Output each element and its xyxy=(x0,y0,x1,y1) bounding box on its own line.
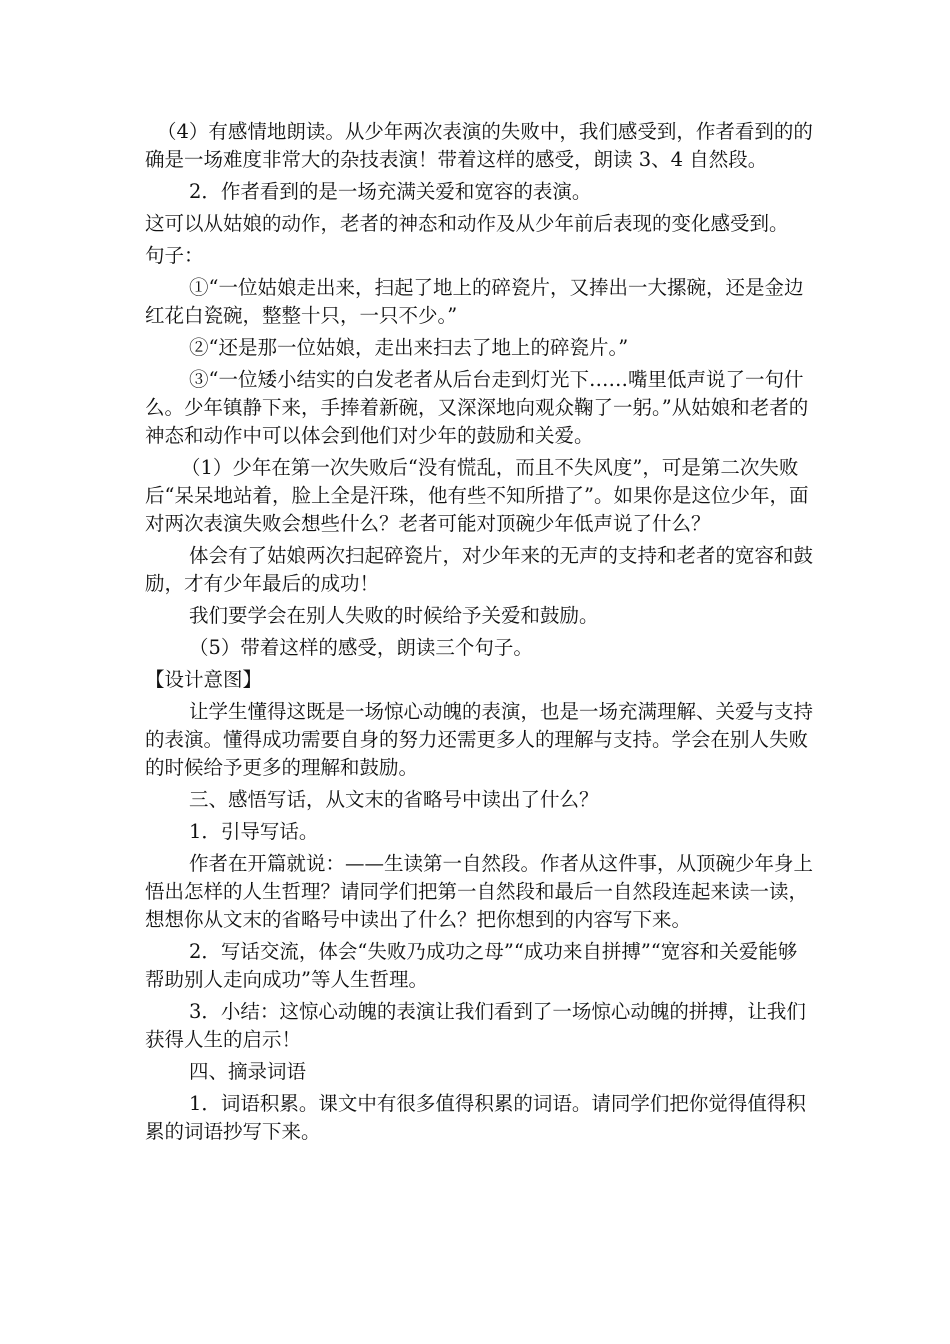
paragraph-sentences-label: 句子： xyxy=(145,244,204,267)
paragraph-reading-5: （5）带着这样的感受，朗读三个句子。 xyxy=(189,636,533,659)
paragraph-sentence-3: ③“一位矮小结实的白发老者从后台走到灯光下……嘴里低声说了一句什么。少年镇静下来，手捧着新碗，又深深地向观众鞠了一躬。”从姑娘和老者的神态和动作中可以体会到他们对少年的鼓励和关爱。 xyxy=(145,368,809,447)
section-heading-design-intent: 【设计意图】 xyxy=(145,668,263,691)
paragraph-guide-writing: 1．引导写话。 xyxy=(189,820,319,843)
paragraph-reading-aloud: （4）有感情地朗读。从少年两次表演的失败中，我们感受到，作者看到的的确是一场难度非常大的杂技表演！带着这样的感受，朗读 3、4 自然段。 xyxy=(145,120,813,171)
paragraph-question-1: （1）少年在第一次失败后“没有慌乱，而且不失风度”，可是第二次失败后“呆呆地站着，脸上全是汗珠，他有些不知所措了”。如果你是这位少年，面对两次表演失败会想些什么？老者可能对顶碗少年低声说了什么？ xyxy=(145,456,809,535)
document-body xyxy=(145,118,815,1150)
paragraph-writing-exchange: 2．写话交流，体会“失败乃成功之母”“成功来自拼搏”“宽容和关爱能够帮助别人走向成功”等人生哲理。 xyxy=(145,940,798,991)
paragraph-sentence-1: ①“一位姑娘走出来，扫起了地上的碎瓷片，又捧出一大摞碗，还是金边红花白瓷碗，整整十只，一只不少。” xyxy=(145,276,804,327)
paragraph-insight: 体会有了姑娘两次扫起碎瓷片，对少年来的无声的支持和老者的宽容和鼓励，才有少年最后的成功！ xyxy=(145,544,814,595)
section-heading-3: 三、感悟写话，从文末的省略号中读出了什么？ xyxy=(189,788,599,811)
paragraph-explanation: 这可以从姑娘的动作，老者的神态和动作及从少年前后表现的变化感受到。 xyxy=(145,212,789,235)
paragraph-point-2: 2．作者看到的是一场充满关爱和宽容的表演。 xyxy=(189,180,592,203)
paragraph-word-accumulation: 1．词语积累。课文中有很多值得积累的词语。请同学们把你觉得值得积累的词语抄写下来。 xyxy=(145,1092,806,1143)
paragraph-lesson: 我们要学会在别人失败的时候给予关爱和鼓励。 xyxy=(189,604,599,627)
paragraph-design-intent: 让学生懂得这既是一场惊心动魄的表演，也是一场充满理解、关爱与支持的表演。懂得成功需要自身的努力还需更多人的理解与支持。学会在别人失败的时候给予更多的理解和鼓励。 xyxy=(145,700,814,779)
paragraph-sentence-2: ②“还是那一位姑娘，走出来扫去了地上的碎瓷片。” xyxy=(189,336,629,359)
section-heading-4: 四、摘录词语 xyxy=(189,1060,307,1083)
paragraph-summary: 3．小结：这惊心动魄的表演让我们看到了一场惊心动魄的拼搏，让我们获得人生的启示！ xyxy=(145,1000,806,1051)
paragraph-writing-prompt: 作者在开篇就说：——生读第一自然段。作者从这件事，从顶碗少年身上悟出怎样的人生哲理？请同学们把第一自然段和最后一自然段连起来读一读，想想你从文末的省略号中读出了什么？把你想到的内容写下来。 xyxy=(145,852,814,931)
